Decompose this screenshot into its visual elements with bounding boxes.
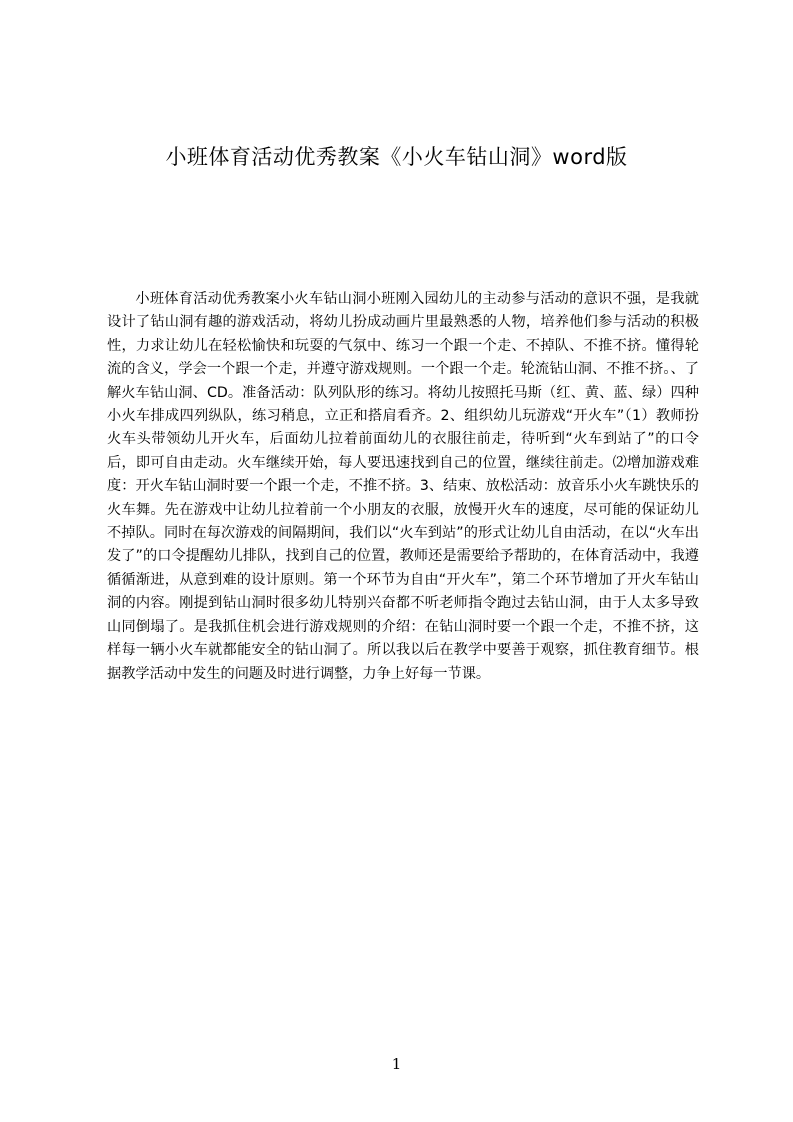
body-paragraph: 小班体育活动优秀教案小火车钻山洞小班刚入园幼儿的主动参与活动的意识不强，是我就设计了钻山洞有趣的游戏活动，将幼儿扮成动画片里最熟悉的人物，培养他们参与活动的积极性，力求让幼儿在轻松愉快和玩耍的气氛中、练习一个跟一个走、不掉队、不推不挤。懂得轮流的含义，学会一个跟一个走，并遵守游戏规则。一个跟一个走。轮流钻山洞、不推不挤。、了解火车钻山洞、CD。准备活动：队列队形的练习。将幼儿按照托马斯（红、黄、蓝、绿）四种小火车排成四列纵队，练习稍息，立正和搭肩看齐。2、组织幼儿玩游戏“开火车”（1）教师扮火车头带领幼儿开火车，后面幼儿拉着前面幼儿的衣服往前走，待听到“火车到站了”的口令后，即可自由走动。火车继续开始，每人要迅速找到自己的位置，继续往前走。⑵增加游戏难度：开火车钻山洞时要一个跟一个走，不推不挤。3、结束、放松活动：放音乐小火车跳快乐的火车舞。先在游戏中让幼儿拉着前一个小朋友的衣服，放慢开火车的速度，尽可能的保证幼儿不掉队。同时在每次游戏的间隔期间，我们以“火车到站”的形式让幼儿自由活动，在以“火车出发了”的口令提醒幼儿排队，找到自己的位置，教师还是需要给予帮助的，在体育活动中，我遵循循渐进，从意到难的设计原则。第一个环节为自由“开火车”，第二个环节增加了开火车钻山洞的内容。刚提到钻山洞时很多幼儿特别兴奋都不听老师指令跑过去钻山洞，由于人太多导致山同倒塌了。是我抓住机会进行游戏规则的介绍：在钻山洞时要一个跟一个走，不推不挤，这样每一辆小火车就都能安全的钻山洞了。所以我以后在教学中要善于观察，抓住教育细节。根据教学活动中发生的问题及时进行调整，力争上好每一节课。 [107, 291, 699, 682]
document-title: 小班体育活动优秀教案《小火车钻山洞》word版 [165, 145, 628, 169]
page-number: 1 [391, 1055, 402, 1073]
